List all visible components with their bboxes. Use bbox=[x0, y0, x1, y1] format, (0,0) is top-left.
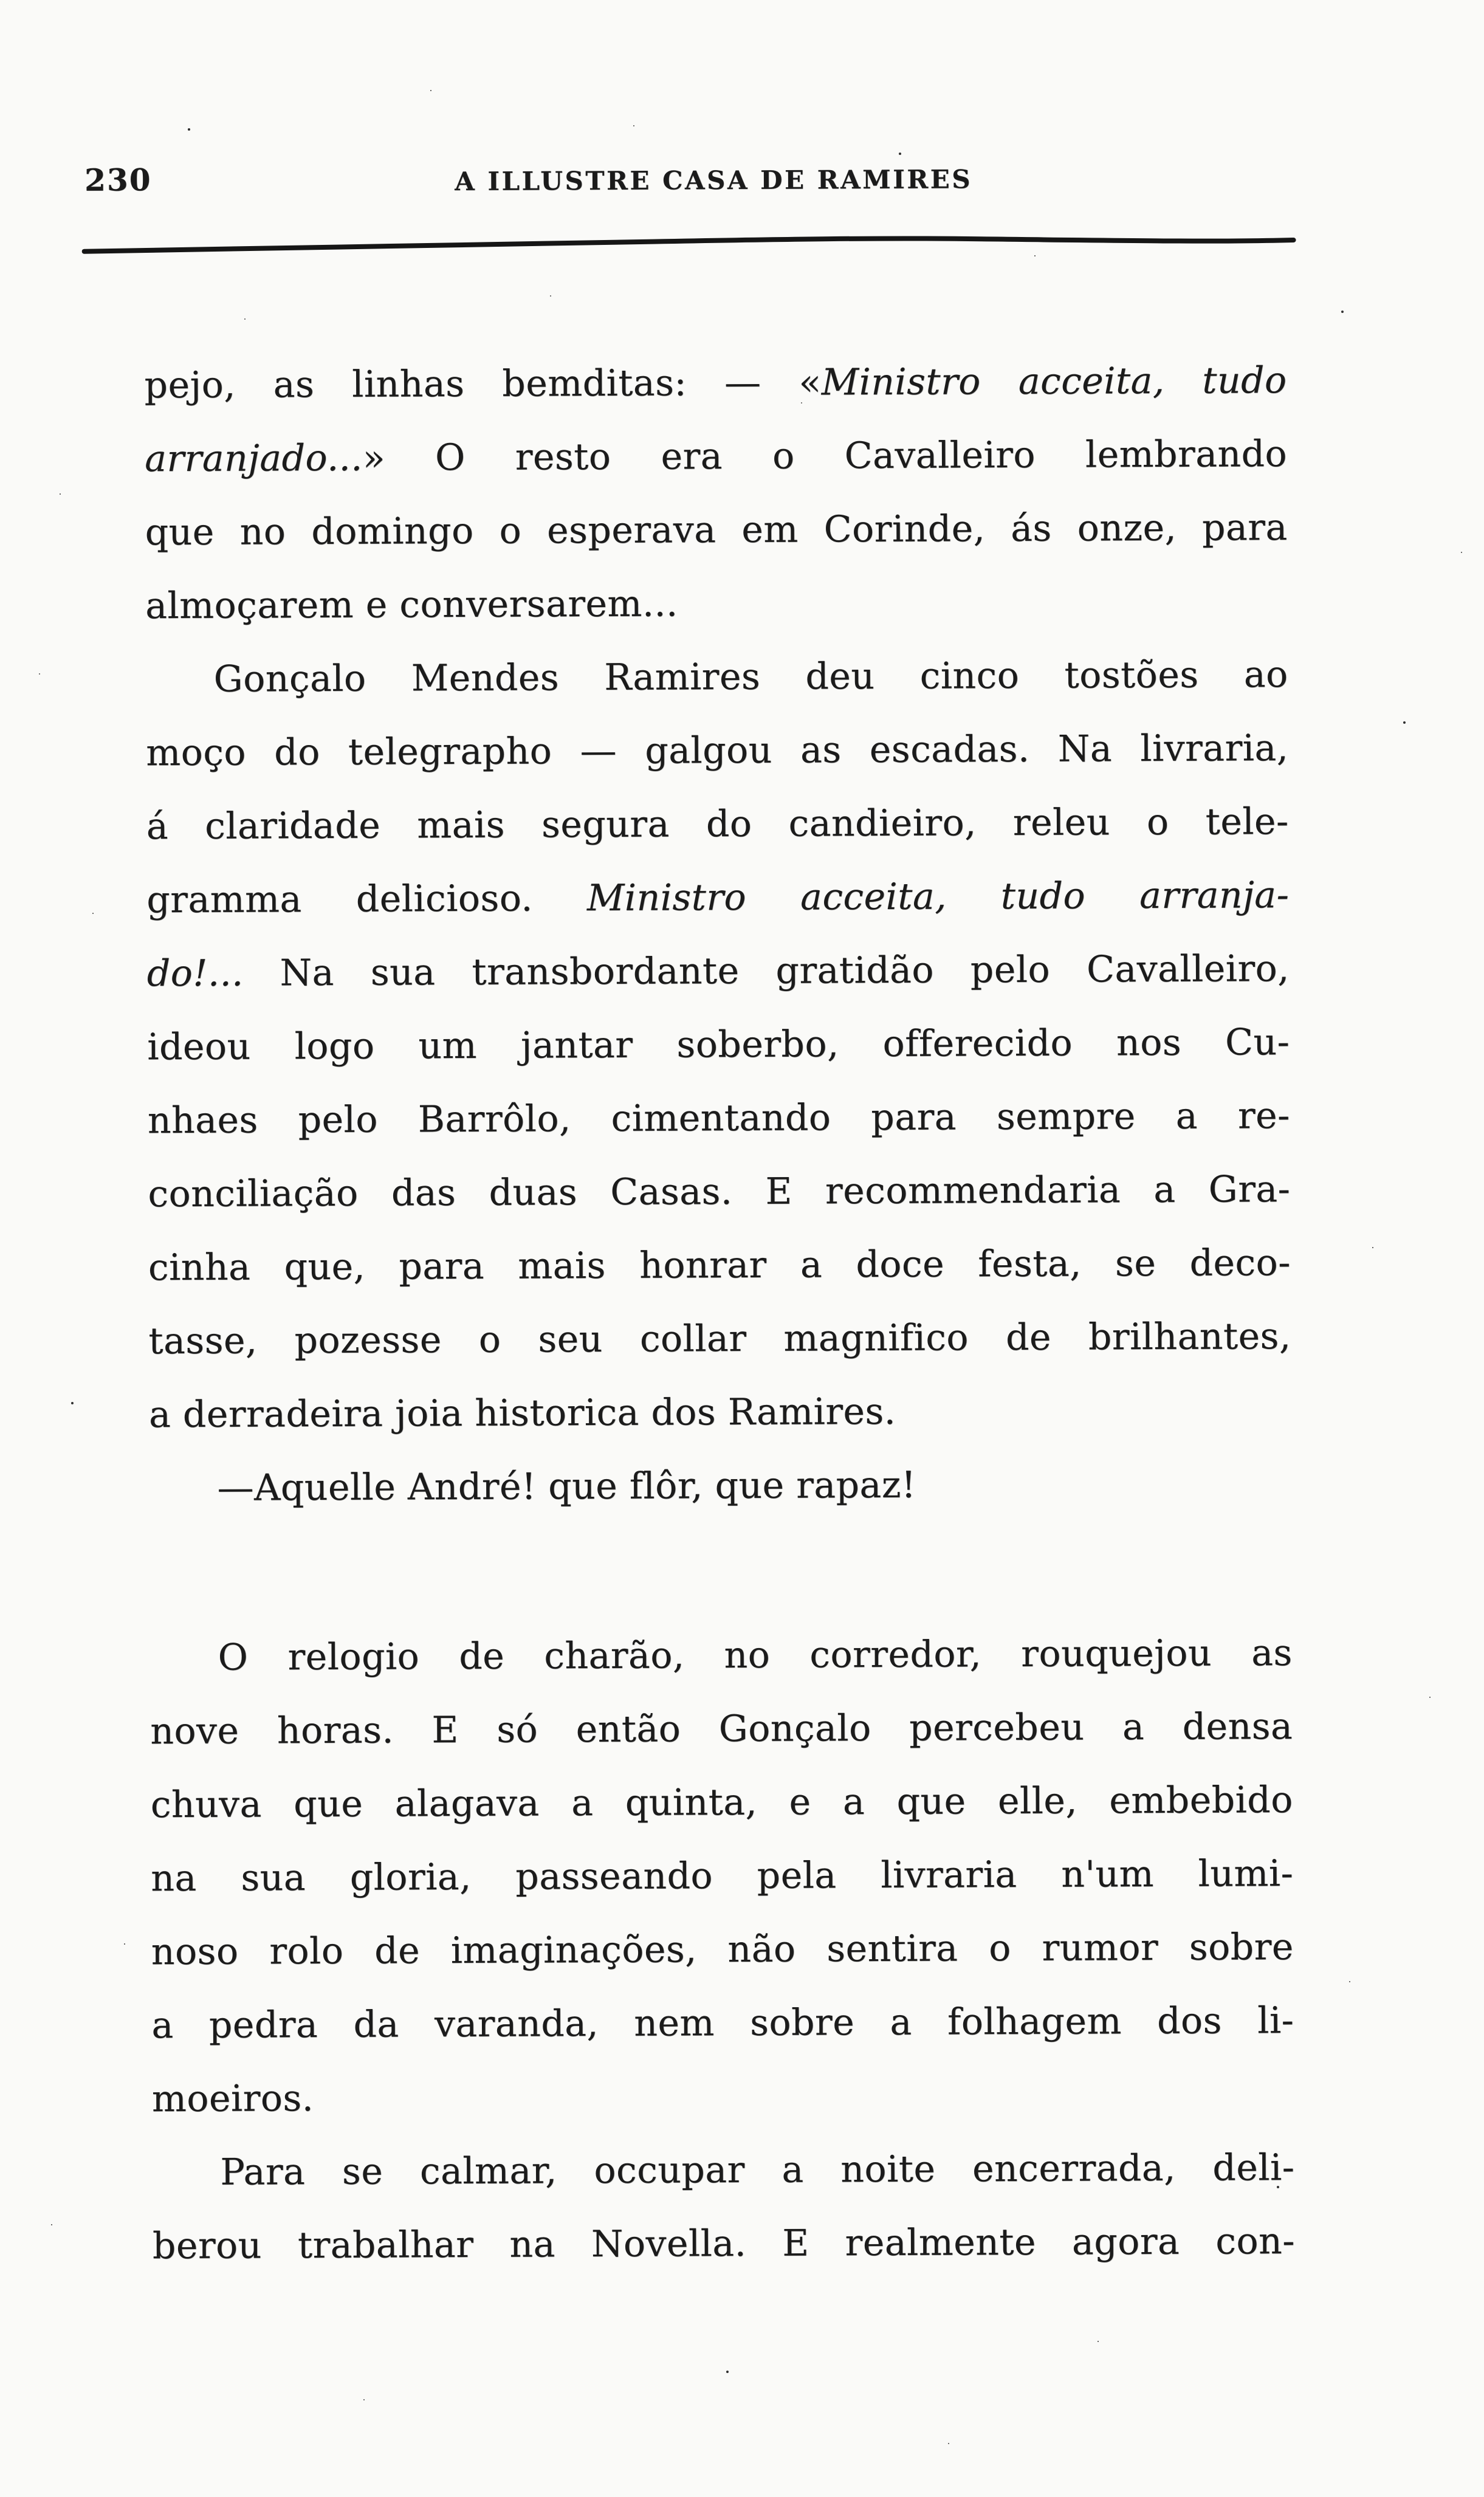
text-line bbox=[148, 1079, 1291, 1158]
header-rule bbox=[82, 233, 1296, 256]
text-line bbox=[145, 638, 1288, 716]
text-line bbox=[148, 1226, 1291, 1305]
text-line bbox=[151, 1984, 1294, 2063]
text-segment: O relogio de charão, no corredor, rouquejou as bbox=[218, 1632, 1293, 1679]
text-line bbox=[145, 417, 1288, 496]
text-line bbox=[149, 1373, 1292, 1452]
text-line bbox=[152, 2058, 1295, 2136]
page-body bbox=[144, 344, 1295, 2283]
text-segment: —Aquelle André! que flôr, que rapaz! bbox=[217, 1463, 916, 1510]
text-segment: conciliação das duas Casas. E recommendaria a Gra- bbox=[148, 1168, 1291, 1216]
text-segment: cinha que, para mais honrar a doce festa, se deco- bbox=[148, 1242, 1291, 1290]
italic-text-segment: arranjado... bbox=[144, 436, 363, 481]
text-segment: Para se calmar, occupar a noite encerrada, deli- bbox=[220, 2146, 1295, 2194]
text-segment: chuva que alagava a quinta, e a que elle, embebido bbox=[150, 1779, 1293, 1827]
text-segment: gramma delicioso. bbox=[146, 877, 588, 922]
text-line bbox=[147, 932, 1290, 1011]
text-line bbox=[150, 1690, 1293, 1768]
text-line bbox=[152, 2131, 1295, 2210]
scan-noise bbox=[0, 0, 1, 1]
text-segment: á claridade mais segura do candieiro, releu o tele- bbox=[146, 800, 1289, 848]
text-segment: Na sua transbordante gratidão pelo Cavalleiro, bbox=[243, 947, 1290, 995]
text-segment: nhaes pelo Barrôlo, cimentando para sempre a re- bbox=[147, 1094, 1291, 1142]
text-segment: almoçarem e conversarem... bbox=[145, 582, 678, 628]
text-line bbox=[147, 1006, 1290, 1084]
text-segment: ideou logo um jantar soberbo, offerecido nos Cu- bbox=[147, 1021, 1290, 1069]
text-segment: noso rolo de imaginações, não sentira o rumor sobre bbox=[151, 1926, 1294, 1974]
italic-text-segment: do!... bbox=[146, 952, 244, 995]
text-segment: a derradeira joia historica dos Ramires. bbox=[148, 1390, 896, 1437]
text-line bbox=[151, 1837, 1294, 1915]
italic-text-segment: Ministro acceita, tudo arranja- bbox=[586, 874, 1290, 920]
text-segment: nove horas. E só então Gonçalo percebeu a densa bbox=[150, 1705, 1293, 1753]
text-segment: Gonçalo Mendes Ramires deu cinco tostões ao bbox=[213, 653, 1288, 701]
text-line bbox=[149, 1447, 1292, 1525]
text-segment: berou trabalhar na Novella. E realmente agora con- bbox=[152, 2220, 1296, 2268]
text-segment: moço do telegrapho — galgou as escadas. Na livraria, bbox=[146, 727, 1289, 775]
text-line bbox=[146, 712, 1289, 790]
text-line bbox=[145, 565, 1288, 643]
text-segment: moeiros. bbox=[151, 2077, 314, 2121]
text-segment: na sua gloria, passeando pela livraria n'um lumi- bbox=[151, 1852, 1294, 1900]
text-line bbox=[144, 344, 1287, 422]
text-segment: pejo, as linhas bemditas: — « bbox=[144, 361, 822, 407]
text-line bbox=[145, 491, 1288, 569]
text-segment: tasse, pozesse o seu collar magnifico de brilhantes, bbox=[148, 1315, 1291, 1363]
text-line bbox=[149, 1616, 1293, 1695]
text-line bbox=[151, 1764, 1294, 1842]
text-line bbox=[146, 859, 1290, 937]
text-segment: que no domingo o esperava em Corinde, ás onze, para bbox=[145, 506, 1288, 554]
text-segment: a pedra da varanda, nem sobre a folhagem dos li- bbox=[151, 1999, 1294, 2047]
text-line bbox=[151, 1911, 1294, 1989]
text-line bbox=[148, 1300, 1291, 1378]
text-line bbox=[146, 785, 1289, 864]
text-line bbox=[148, 1153, 1291, 1231]
page-header bbox=[0, 0, 1480, 198]
running-title: A ILLUSTRE CASA DE RAMIRES bbox=[455, 164, 973, 197]
text-line bbox=[153, 2205, 1296, 2283]
text-segment: » O resto era o Cavalleiro lembrando bbox=[362, 433, 1288, 479]
page-number: 230 bbox=[84, 162, 152, 198]
italic-text-segment: Ministro acceita, tudo bbox=[821, 359, 1287, 404]
